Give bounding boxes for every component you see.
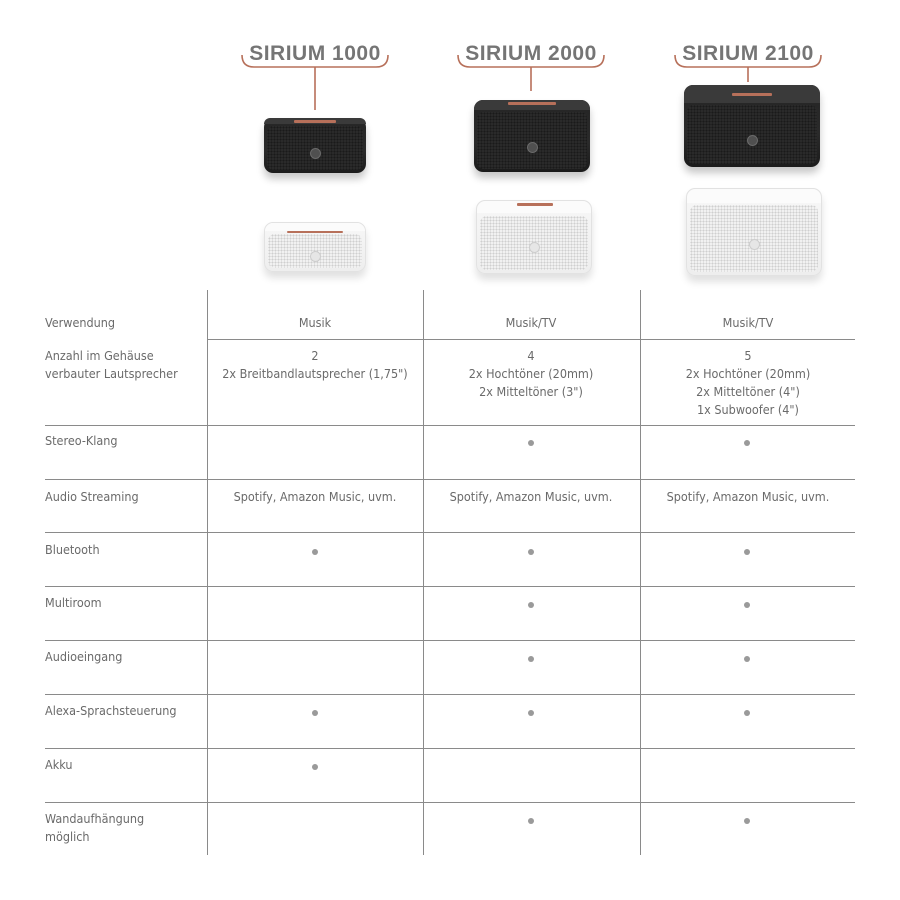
feature-dot <box>744 440 750 446</box>
row-divider <box>207 339 855 340</box>
row-label-multiroom <box>45 594 205 612</box>
cell-verwendung-2100 <box>640 314 856 332</box>
cell-verwendung-2000 <box>423 314 639 332</box>
cell-text: 2x Mitteltöner (4") <box>696 384 800 399</box>
cell-text: 2x Hochtöner (20mm) <box>468 366 594 381</box>
feature-dot <box>528 710 534 716</box>
cell-lautsprecher-2000 <box>423 347 639 401</box>
cell-text: 2 <box>311 348 319 363</box>
row-label-bluetooth <box>45 541 205 559</box>
row-label-text: Audioeingang <box>45 649 123 664</box>
cell-text: Spotify, Amazon Music, uvm. <box>449 489 613 504</box>
feature-dot <box>312 710 318 716</box>
feature-dot <box>312 549 318 555</box>
product-title: SIRIUM 2100 <box>682 42 814 65</box>
row-divider <box>45 586 855 587</box>
row-divider <box>45 802 855 803</box>
speaker-image-black <box>264 118 366 173</box>
row-label-text: Audio Streaming <box>45 489 139 504</box>
cell-text: Spotify, Amazon Music, uvm. <box>233 489 397 504</box>
feature-dot <box>744 710 750 716</box>
speaker-image-white <box>476 200 592 274</box>
row-label-text: Wandaufhängung <box>45 811 145 826</box>
row-divider <box>45 425 855 426</box>
feature-dot <box>744 602 750 608</box>
row-label-text: Bluetooth <box>45 542 100 557</box>
feature-dot <box>312 764 318 770</box>
feature-dot <box>528 656 534 662</box>
feature-dot <box>528 549 534 555</box>
row-label-text: Alexa-Sprachsteuerung <box>45 703 177 718</box>
row-divider <box>45 640 855 641</box>
row-label-alexa <box>45 702 205 720</box>
cell-text: 1x Subwoofer (4") <box>697 402 799 417</box>
cell-text: 2x Breitbandlautsprecher (1,75") <box>222 366 408 381</box>
row-label-lautsprecher <box>45 347 205 383</box>
cell-text: Musik <box>298 315 332 330</box>
product-sirium-2000 <box>423 0 639 290</box>
row-divider <box>45 532 855 533</box>
cell-text: Musik/TV <box>722 315 774 330</box>
cell-streaming-1000 <box>207 488 423 506</box>
row-label-text: Verwendung <box>45 315 116 330</box>
feature-dot <box>744 818 750 824</box>
cell-text: 4 <box>527 348 535 363</box>
feature-dot <box>744 656 750 662</box>
cell-lautsprecher-2100 <box>640 347 856 419</box>
cell-verwendung-1000 <box>207 314 423 332</box>
row-label-wandaufhaengung <box>45 810 205 846</box>
row-label-text: Multiroom <box>45 595 102 610</box>
row-divider <box>45 694 855 695</box>
cell-text: 5 <box>744 348 752 363</box>
row-label-text: Akku <box>45 757 73 772</box>
cell-text: 2x Mitteltöner (3") <box>479 384 583 399</box>
title-bracket <box>240 55 390 115</box>
row-label-text: möglich <box>45 829 90 844</box>
speaker-image-white <box>686 188 822 276</box>
product-sirium-1000 <box>207 0 423 290</box>
row-divider <box>45 479 855 480</box>
cell-text: 2x Hochtöner (20mm) <box>685 366 811 381</box>
row-label-akku <box>45 756 205 774</box>
row-label-streaming <box>45 488 205 506</box>
speaker-image-black <box>684 85 820 167</box>
feature-dot <box>528 602 534 608</box>
cell-streaming-2100 <box>640 488 856 506</box>
cell-text: Musik/TV <box>505 315 557 330</box>
row-label-stereo <box>45 432 205 450</box>
feature-dot <box>528 440 534 446</box>
row-label-text: verbauter Lautsprecher <box>45 366 178 381</box>
cell-text: Spotify, Amazon Music, uvm. <box>666 489 830 504</box>
cell-lautsprecher-1000 <box>207 347 423 383</box>
product-title: SIRIUM 2000 <box>465 42 597 65</box>
row-divider <box>45 748 855 749</box>
row-label-audioeingang <box>45 648 205 666</box>
speaker-image-black <box>474 100 590 172</box>
row-label-text: Stereo-Klang <box>45 433 118 448</box>
product-sirium-2100 <box>640 0 856 290</box>
feature-dot <box>744 549 750 555</box>
cell-streaming-2000 <box>423 488 639 506</box>
row-label-text: Anzahl im Gehäuse <box>45 348 154 363</box>
feature-dot <box>528 818 534 824</box>
product-title: SIRIUM 1000 <box>249 42 381 65</box>
speaker-image-white <box>264 222 366 272</box>
row-label-verwendung <box>45 314 205 332</box>
